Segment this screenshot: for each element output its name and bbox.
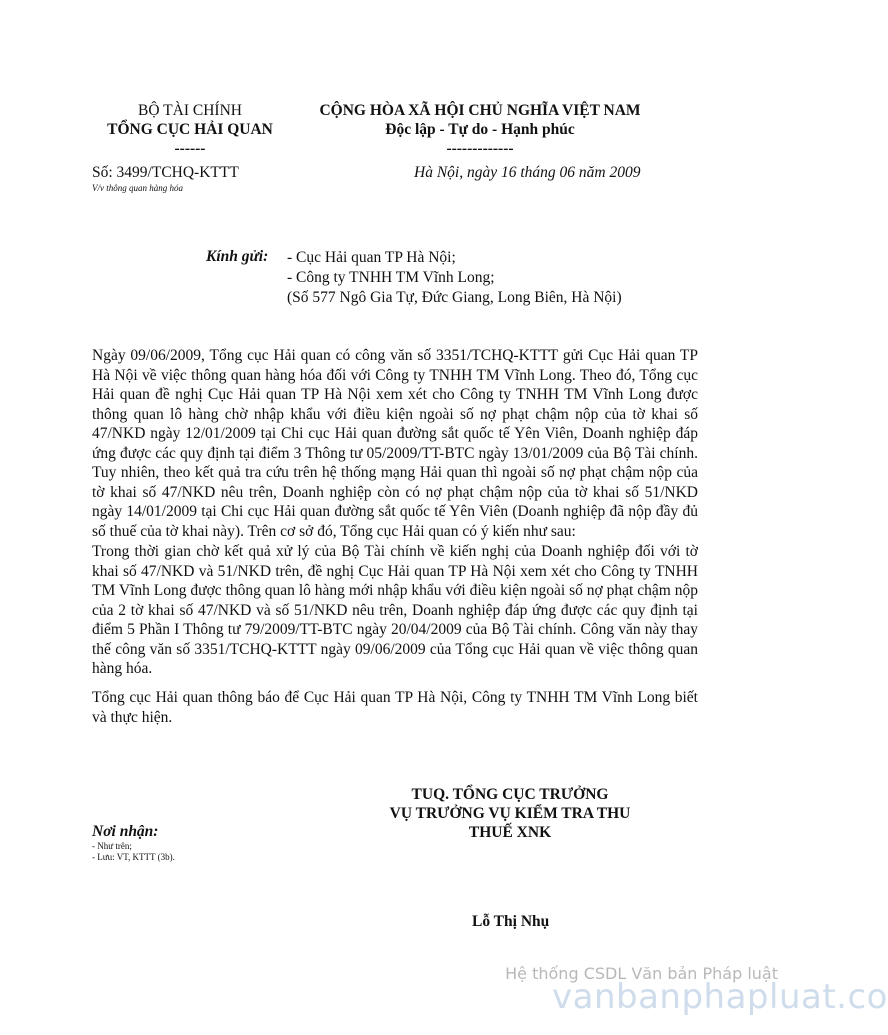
nation-title: CỘNG HÒA XÃ HỘI CHỦ NGHĨA VIỆT NAM — [319, 102, 641, 119]
recipient-address: (Số 577 Ngô Gia Tự, Đức Giang, Long Biên, Hà Nội) — [287, 289, 622, 306]
ministry-name: BỘ TÀI CHÍNH — [138, 102, 242, 119]
body-paragraph-3: Tổng cục Hải quan thông báo để Cục Hải quan TP Hà Nội, Công ty TNHH TM Vĩnh Long biết và thực hiện. — [92, 689, 698, 726]
recipients-footer-label: Nơi nhận: — [92, 823, 159, 840]
watermark-site: vanbanphapluat.co — [552, 977, 888, 1017]
recipient-line: - Cục Hải quan TP Hà Nội; — [287, 249, 456, 266]
agency-name: TỔNG CỤC HẢI QUAN — [107, 121, 273, 138]
issuing-authority-block — [90, 101, 290, 158]
national-motto: Độc lập - Tự do - Hạnh phúc — [385, 121, 575, 138]
agency-rule: ------ — [174, 140, 206, 157]
signature-block — [370, 785, 650, 842]
body-paragraph-1: Ngày 09/06/2009, Tổng cục Hải quan có công văn số 3351/TCHQ-KTTT gửi Cục Hải quan TP Hà Nội về việc thông quan hàng hóa đối với Công ty TNHH TM Vĩnh Long. Theo đó, Tổng cục Hải quan đề nghị Cục Hải quan TP Hà Nội xem xét cho Công ty TNHH TM Vĩnh Long được thông quan lô hàng chờ nhập khẩu với điều kiện ngoài số nợ phạt chậm nộp của tờ khai số 47/NKD ngày 12/01/2009 tại Chi cục Hải quan đường sắt quốc tế Yên Viên, Doanh nghiệp đáp ứng được các quy định tại điểm 3 Thông tư 05/2009/TT-BTC ngày 13/01/2009 của Bộ Tài chính. Tuy nhiên, theo kết quả tra cứu trên hệ thống mạng Hải quan thì ngoài số nợ phạt chậm nộp của tờ khai số 47/NKD nêu trên, Doanh nghiệp còn có nợ phạt chậm nộp của tờ khai số 51/NKD ngày 14/01/2009 tại Chi cục Hải quan đường sắt quốc tế Yên Viên (Doanh nghiệp đã nộp đầy đủ số thuế của tờ khai này). Trên cơ sở đó, Tổng cục Hải quan có ý kiến như sau: — [92, 347, 698, 540]
motto-rule: ------------- — [446, 140, 514, 157]
recipients-footer-item: - Như trên; — [92, 841, 132, 851]
body-paragraph-2: Trong thời gian chờ kết quả xử lý của Bộ Tài chính về kiến nghị của Doanh nghiệp đối với tờ khai số 47/NKD và 51/NKD trên, đề nghị Cục Hải quan TP Hà Nội xem xét cho Công ty TNHH TM Vĩnh Long được thông quan lô hàng mới nhập khẩu với điều kiện ngoài số nợ phạt chậm nộp của 2 tờ khai số 47/NKD và số 51/NKD nêu trên, Doanh nghiệp đáp ứng được các quy định tại điểm 5 Phần I Thông tư 79/2009/TT-BTC ngày 20/04/2009 của Bộ Tài chính. Công văn này thay thế công văn số 3351/TCHQ-KTTT ngày 09/06/2009 của Tổng cục Hải quan về việc thông quan hàng hóa. — [92, 543, 698, 677]
recipient-line: - Công ty TNHH TM Vĩnh Long; — [287, 269, 495, 286]
signature-title-line-2: VỤ TRƯỞNG VỤ KIỂM TRA THU — [389, 805, 631, 822]
signature-title-line-1: TUQ. TỔNG CỤC TRƯỞNG — [411, 786, 609, 803]
national-title-block — [300, 101, 660, 158]
signature-title-line-3: THUẾ XNK — [468, 824, 552, 841]
recipients-list — [287, 248, 622, 308]
recipients-footer-item: - Lưu: VT, KTTT (3b). — [92, 852, 175, 862]
document-date: Hà Nội, ngày 16 tháng 06 năm 2009 — [414, 164, 641, 181]
document-subject: V/v thông quan hàng hóa — [92, 183, 183, 193]
watermark-caption: Hệ thống CSDL Văn bản Pháp luật — [505, 964, 778, 983]
document-number: Số: 3499/TCHQ-KTTT — [92, 164, 239, 181]
recipients-label: Kính gửi: — [206, 248, 269, 265]
signer-name: Lỗ Thị Nhụ — [472, 913, 550, 930]
recipients-footer-list — [92, 841, 175, 863]
